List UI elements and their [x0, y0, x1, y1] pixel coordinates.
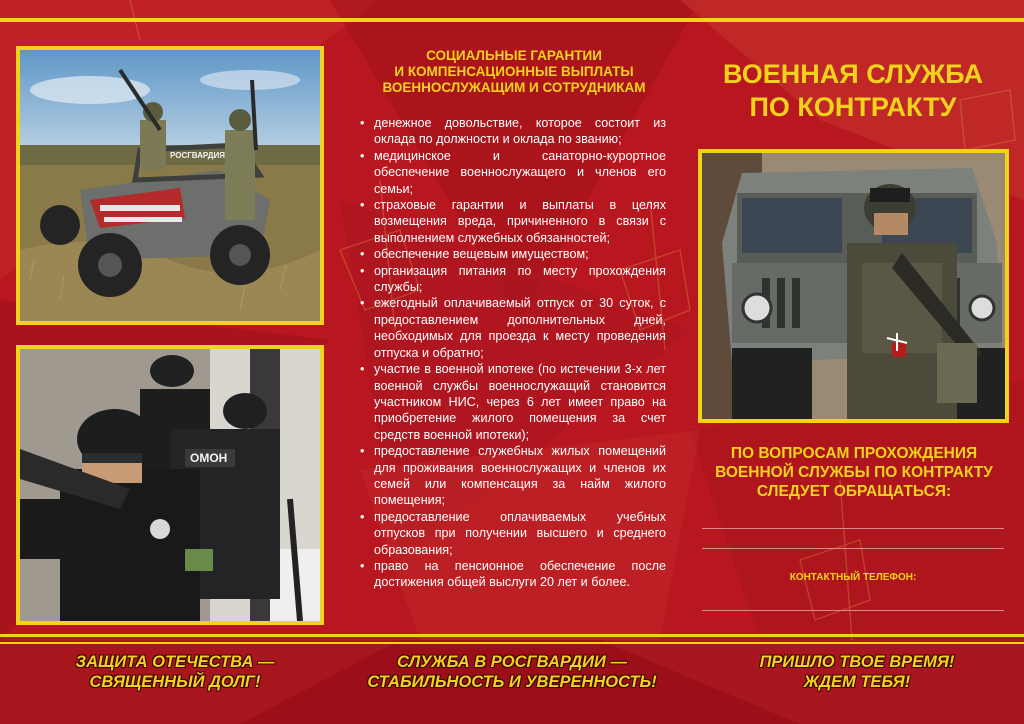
blank-line — [702, 548, 1004, 549]
slogan-defense: ЗАЩИТА ОТЕЧЕСТВА — СВЯЩЕННЫЙ ДОЛГ! — [75, 653, 275, 691]
blank-line — [702, 528, 1004, 529]
photo-soldier-vehicle — [698, 149, 1009, 423]
title-line: И КОМПЕНСАЦИОННЫЕ ВЫПЛАТЫ — [394, 64, 634, 79]
photo-buggy-soldiers — [16, 46, 324, 325]
list-item: • страховые гарантии и выплаты в целях возмещения вреда, причиненного в связи с выполнением служебных обязанностей; — [360, 198, 666, 245]
vehicle-label: РОСГВАРДИЯ — [170, 151, 225, 160]
contact-line: СЛЕДУЕТ ОБРАЩАТЬСЯ: — [756, 483, 952, 500]
phone-blank-line — [702, 610, 1004, 611]
list-item: • участие в военной ипотеке (по истечении 3-х лет военной службы военнослужащий становится участником НИС, через 6 лет имеет право на приобретение жилого помещения за счет средств военной ипотеки); — [360, 362, 666, 442]
phone-label: КОНТАКТНЫЙ ТЕЛЕФОН: — [789, 572, 917, 583]
slogan-your-time: ПРИШЛО ТВОЕ ВРЕМЯ! ЖДЕМ ТЕБЯ! — [759, 653, 955, 691]
guarantees-list — [358, 115, 666, 591]
list-item: • обеспечение вещевым имуществом; — [360, 247, 589, 262]
list-item: • медицинское и санаторно-курортное обеспечение военнослужащего и членов его семьи; — [360, 148, 666, 196]
contact-line: ПО ВОПРОСАМ ПРОХОЖДЕНИЯ — [730, 445, 978, 462]
photo-special-forces — [16, 345, 324, 625]
list-item: • предоставление служебных жилых помещений для проживания военнослужащих и членов их семей или компенсация за найм жилого помещения; — [360, 444, 666, 508]
contact-heading — [696, 444, 1012, 501]
contact-line: ВОЕННОЙ СЛУЖБЫ ПО КОНТРАКТУ — [715, 464, 993, 481]
top-yellow-rule — [0, 18, 1024, 22]
title-line: СОЦИАЛЬНЫЕ ГАРАНТИИ — [426, 48, 602, 63]
bottom-yellow-rule-thin — [0, 642, 1024, 644]
list-item: • денежное довольствие, которое состоит из оклада по должности и оклада по званию; — [360, 116, 666, 147]
title-line: ВОЕННОСЛУЖАЩИМ И СОТРУДНИКАМ — [382, 80, 646, 95]
bottom-yellow-rule — [0, 634, 1024, 637]
social-guarantees-title — [354, 48, 674, 96]
slogan-rosgvardia: СЛУЖБА В РОСГВАРДИИ — СТАБИЛЬНОСТЬ И УВЕРЕННОСТЬ! — [367, 653, 657, 691]
omon-label: ОМОН — [190, 451, 228, 465]
title-line: ВОЕННАЯ СЛУЖБА — [722, 59, 984, 89]
list-item: • ежегодный оплачиваемый отпуск от 30 суток, с предоставлением дополнительных дней, необходимых для проезда к месту проведения отпуска и обратно; — [360, 296, 666, 360]
title-line: ПО КОНТРАКТУ — [749, 92, 957, 122]
list-item: • организация питания по месту прохождения службы; — [360, 263, 666, 295]
list-item: • право на пенсионное обеспечение после достижения общей выслуги 20 лет и более. — [360, 558, 666, 590]
contract-service-title — [700, 58, 1006, 124]
list-item: • предоставление оплачиваемых учебных отпусков при получении высшего и среднего образования; — [360, 509, 666, 557]
